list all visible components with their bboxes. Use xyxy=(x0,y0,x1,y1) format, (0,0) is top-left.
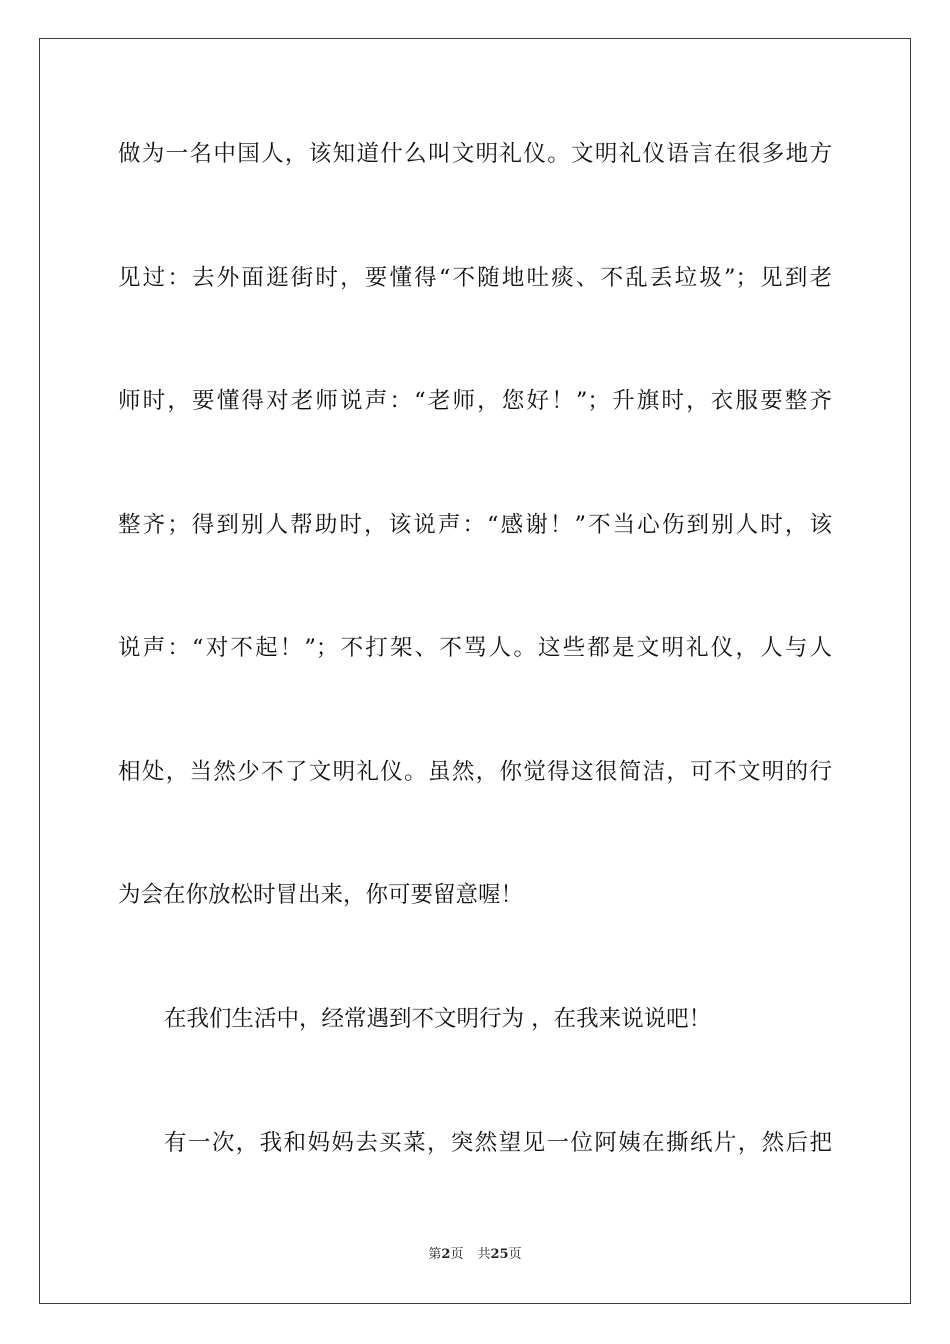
paragraph-line: 整齐；得到别人帮助时，该说声：“感谢！”不当心伤到别人时，该 xyxy=(118,512,832,538)
paragraph-line: 做为一名中国人，该知道什么叫文明礼仪。文明礼仪语言在很多地方 xyxy=(118,141,832,167)
paragraph-line: 有一次，我和妈妈去买菜，突然望见一位阿姨在撕纸片，然后把 xyxy=(164,1130,832,1156)
total-prefix: 共 xyxy=(477,1247,491,1262)
paragraph-line: 在我们生活中，经常遇到不文明行为 ，在我来说说吧！ xyxy=(164,1006,712,1032)
paragraph-line: 为会在你放松时冒出来，你可要留意喔！ xyxy=(118,882,524,908)
page-footer xyxy=(0,1246,950,1264)
paragraph-line: 相处，当然少不了文明礼仪。虽然，你觉得这很简洁，可不文明的行 xyxy=(118,759,832,785)
total-pages: 25 xyxy=(490,1247,509,1262)
paragraph-line: 师时，要懂得对老师说声：“老师，您好！”；升旗时，衣服要整齐 xyxy=(118,388,832,414)
paragraph-line: 说声：“对不起！”；不打架、不骂人。这些都是文明礼仪，人与人 xyxy=(118,635,832,661)
page-prefix: 第 xyxy=(428,1247,442,1262)
page-number: 2 xyxy=(441,1247,451,1262)
page-border xyxy=(39,38,911,1304)
paragraph-line: 见过：去外面逛街时，要懂得“不随地吐痰、不乱丢垃圾”；见到老 xyxy=(118,265,832,291)
page-suffix: 页 xyxy=(450,1247,464,1262)
total-suffix: 页 xyxy=(508,1247,522,1262)
